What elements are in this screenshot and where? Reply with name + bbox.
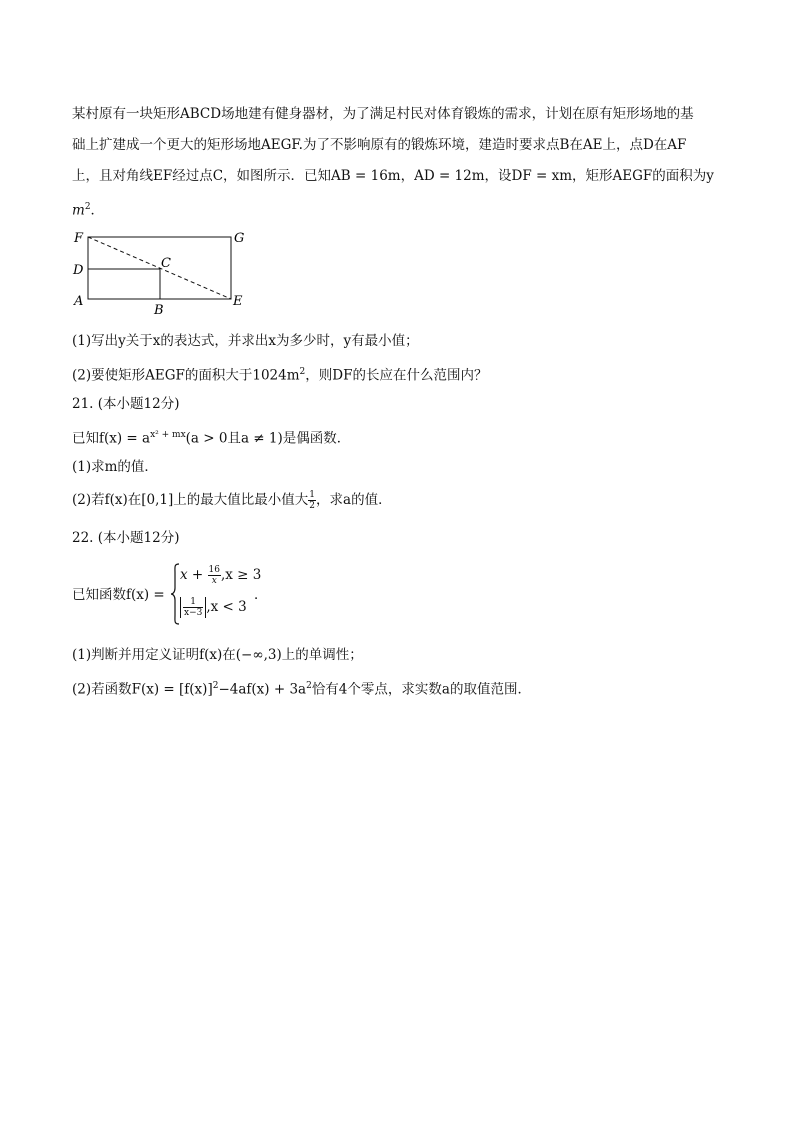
intro-period: ． bbox=[90, 202, 105, 219]
q21-header: 21. (本小题12分) bbox=[72, 396, 180, 412]
q22-case-1-fraction bbox=[208, 565, 221, 586]
rect-ABCD bbox=[88, 269, 160, 299]
q22-part-2 bbox=[72, 676, 531, 700]
label-G: G bbox=[234, 231, 245, 246]
rectangle-figure bbox=[72, 228, 262, 318]
left-brace bbox=[170, 563, 180, 625]
q22-case-2-denominator: x−3 bbox=[184, 608, 203, 618]
intro-line-2: 础上扩建成一个更大的矩形场地AEGF.为了不影响原有的锻炼环境，建造时要求点B在AE上，点D在AF bbox=[72, 137, 687, 153]
q22-header: 22. (本小题12分) bbox=[72, 530, 180, 546]
label-A: A bbox=[74, 294, 84, 309]
label-E: E bbox=[233, 294, 243, 309]
q22-case-1-denominator: x bbox=[211, 576, 217, 586]
q21-stem-condition: (a > 0且a ≠ 1)是偶函数． bbox=[185, 430, 351, 447]
unit-m: m bbox=[72, 202, 85, 219]
q20-part-2-text: (2)要使矩形AEGF的面积大于1024m bbox=[72, 367, 300, 384]
q21-stem-base: 已知f(x) = a bbox=[72, 430, 151, 447]
q21-fraction bbox=[308, 490, 316, 511]
q22-case-2-numerator: 1 bbox=[183, 597, 203, 608]
q22-part-2-exponent-2: 2 bbox=[306, 681, 312, 691]
intro-line-3: 上，且对角线EF经过点C，如图所示．已知AB = 16m，AD = 12m，设DF = xm，矩形AEGF的面积为y bbox=[72, 168, 714, 184]
unit-exponent: 2 bbox=[84, 202, 91, 212]
q22-abs-value bbox=[180, 597, 206, 618]
q22-case-2-fraction bbox=[183, 597, 203, 618]
q21-fraction-denominator: 2 bbox=[309, 501, 316, 511]
q22-case-1-term: x + bbox=[180, 567, 208, 583]
q21-part-2-text: (2)若f(x)在[0,1]上的最大值比最小值大 bbox=[72, 492, 309, 508]
q21-part-2 bbox=[72, 490, 392, 511]
q21-part-2-tail: ，求a的值． bbox=[316, 492, 392, 508]
q20-part-1: (1)写出y关于x的表达式，并求出x为多少时，y有最小值； bbox=[72, 333, 419, 349]
q21-fraction-numerator: 1 bbox=[309, 490, 316, 500]
q20-part-2-exponent: 2 bbox=[299, 367, 306, 377]
q22-part-2-tail: 恰有4个零点，求实数a的取值范围． bbox=[311, 681, 531, 698]
intro-line-1: 某村原有一块矩形ABCD场地建有健身器材，为了满足村民对体育锻炼的需求，计划在原有矩形场地的基 bbox=[72, 106, 694, 122]
q22-case-1 bbox=[180, 565, 261, 586]
q22-piecewise-function bbox=[72, 561, 332, 627]
q21-stem-exponent: x² + mx bbox=[150, 430, 186, 440]
q22-case-1-condition: ,x ≥ 3 bbox=[220, 567, 262, 583]
q22-case-2 bbox=[180, 597, 247, 618]
label-D: D bbox=[73, 263, 84, 278]
q21-part-1: (1)求m的值． bbox=[72, 459, 158, 475]
label-B: B bbox=[154, 303, 164, 318]
q22-part-2-text: (2)若函数F(x) = [f(x)] bbox=[72, 681, 213, 698]
q22-part-2-exponent: 2 bbox=[212, 681, 219, 691]
q22-stem: 已知函数f(x) = bbox=[72, 587, 165, 603]
q22-case-2-condition: ,x < 3 bbox=[206, 599, 247, 615]
label-C: C bbox=[161, 256, 171, 271]
q20-part-2-tail: ，则DF的长应在什么范围内？ bbox=[305, 367, 488, 384]
q22-stem-period: ． bbox=[254, 587, 268, 603]
q22-part-1: (1)判断并用定义证明f(x)在(−∞,3)上的单调性； bbox=[72, 647, 363, 663]
label-F: F bbox=[74, 231, 84, 246]
q22-part-2-middle: −4af(x) + 3a bbox=[218, 681, 307, 698]
q22-case-1-numerator: 16 bbox=[208, 565, 220, 575]
intro-line-4 bbox=[72, 197, 104, 221]
q20-part-2 bbox=[72, 362, 487, 386]
q21-stem bbox=[72, 425, 350, 449]
